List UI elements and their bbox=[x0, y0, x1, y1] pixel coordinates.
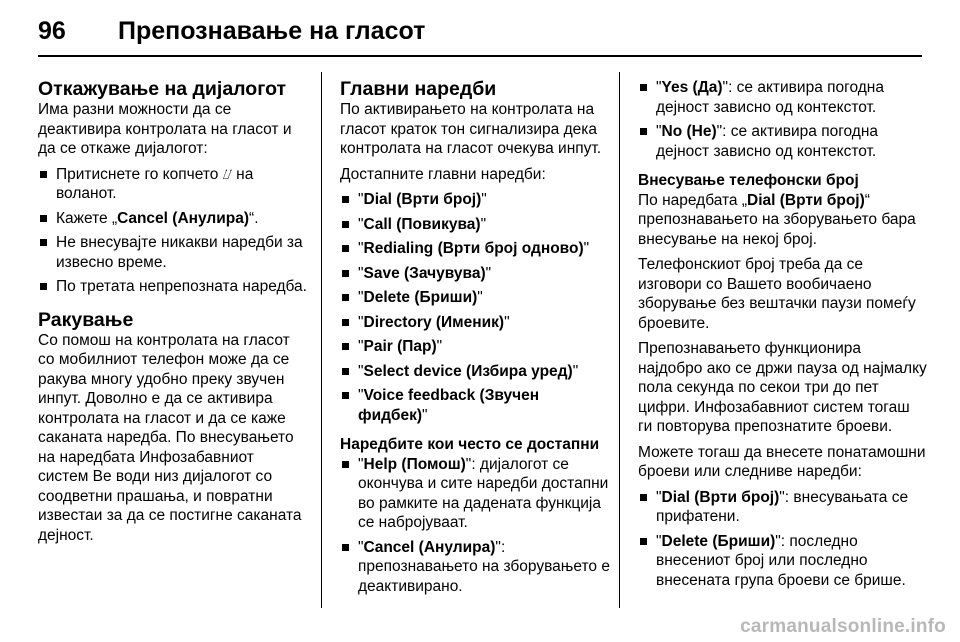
list-item: "Redialing (Врти број одново)" bbox=[340, 239, 610, 259]
list-item: "Delete (Бриши)" bbox=[340, 288, 610, 308]
section-title-cancel-dialog: Откажување на дијалогот bbox=[38, 78, 287, 100]
yes-no-list bbox=[638, 78, 928, 161]
page-number: 96 bbox=[38, 16, 66, 45]
section-title-main-commands: Главни наредби bbox=[340, 78, 497, 100]
page-header bbox=[38, 14, 425, 48]
section-cancel-dialog bbox=[38, 78, 308, 297]
cancel-dialog-list bbox=[38, 165, 308, 297]
page-title: Препознавање на гласот bbox=[118, 16, 426, 45]
list-item: "Voice feedback (Звучен фидбек)" bbox=[340, 386, 610, 425]
section-title-operation: Ракување bbox=[38, 308, 134, 331]
list-item: "Dial (Врти број)" bbox=[340, 190, 610, 210]
enter-number-p4: Можете тогаш да внесете понатамошни броеви или следниве наредби: bbox=[638, 443, 926, 480]
number-commands-list bbox=[638, 488, 928, 591]
list-item: "No (Не)": се активира погодна дејност зависно од контекстот. bbox=[638, 122, 928, 161]
list-item: "Dial (Врти број)": внесувањата се прифатени. bbox=[638, 488, 928, 527]
list-item: "Select device (Избира уред)" bbox=[340, 362, 610, 382]
list-item: Притиснете го копчето ⌰ на воланот. bbox=[38, 165, 308, 204]
list-item: Кажете „Cancel (Анулира)“. bbox=[38, 209, 308, 229]
list-item: "Cancel (Анулира)": препознавањето на зборувањето е деактивирано. bbox=[340, 538, 610, 597]
column-divider-2 bbox=[619, 72, 620, 608]
voice-button-icon: ⌰ bbox=[222, 165, 232, 182]
list-item: "Delete (Бриши)": последно внесениот број или последно внесената група броеви се брише. bbox=[638, 532, 928, 591]
list-item: По третата непрепозната наредба. bbox=[38, 277, 308, 297]
list-item: "Save (Зачувува)" bbox=[340, 264, 610, 284]
main-commands-intro: По активирањето на контролата на гласот краток тон сигнализира дека контролата на гласот очекува инпут. bbox=[340, 101, 602, 157]
enter-number-p1: По наредбата „Dial (Врти број)“ препознавањето на зборувањето бара внесување на некој број. bbox=[638, 191, 916, 248]
list-item: Не внесувајте никакви наредби за извесно време. bbox=[38, 233, 308, 272]
list-item: "Help (Помош)": дијалогот се окончува и сите наредби достапни во рамките на дадената функција се набројуваат. bbox=[340, 455, 610, 533]
column-divider-1 bbox=[321, 72, 322, 608]
column-2 bbox=[340, 78, 610, 601]
frequent-commands-list bbox=[340, 455, 610, 597]
header-rule bbox=[38, 55, 922, 57]
watermark: carmanualsonline.info bbox=[740, 616, 946, 637]
frequent-commands-title: Наредбите кои често се достапни bbox=[340, 436, 600, 453]
cancel-dialog-intro: Има разни можности да се деактивира контролата на гласот и да се откаже дијалогот: bbox=[38, 101, 292, 157]
operation-text: Со помош на контролата на гласот со мобилниот телефон може да се ракува многу удобно преку звучен инпут. Доволно е да се активира контролата на гласот и да се каже саканата наредба. По внесувањето на наредбата Инфозабавниот систем Ве води низ дијалогот со соодветни прашања, и повратни известаи за да се постигне саканата дејност. bbox=[38, 331, 302, 544]
enter-number-p2: Телефонскиот број треба да се изговори со Вашето вообичаено зборување без вештачки паузи помеѓу броевите. bbox=[638, 256, 916, 332]
list-item: "Call (Повикува)" bbox=[340, 215, 610, 235]
enter-number-title: Внесување телефонски број bbox=[638, 172, 859, 189]
column-3 bbox=[638, 78, 928, 595]
list-item: "Pair (Пар)" bbox=[340, 337, 610, 357]
column-1 bbox=[38, 78, 308, 557]
enter-number-p3: Препознавањето функционира најдобро ако се држи пауза од најмалку пола секунда по секои три до пет цифри. Инфозабавниот систем тогаш ги повторува препознатите броеви. bbox=[638, 340, 927, 435]
main-commands-list bbox=[340, 190, 610, 425]
section-operation bbox=[38, 309, 308, 546]
list-item: "Directory (Именик)" bbox=[340, 313, 610, 333]
list-item: "Yes (Да)": се активира погодна дејност зависно од контекстот. bbox=[638, 78, 928, 117]
available-commands-label: Достапните главни наредби: bbox=[340, 165, 546, 183]
